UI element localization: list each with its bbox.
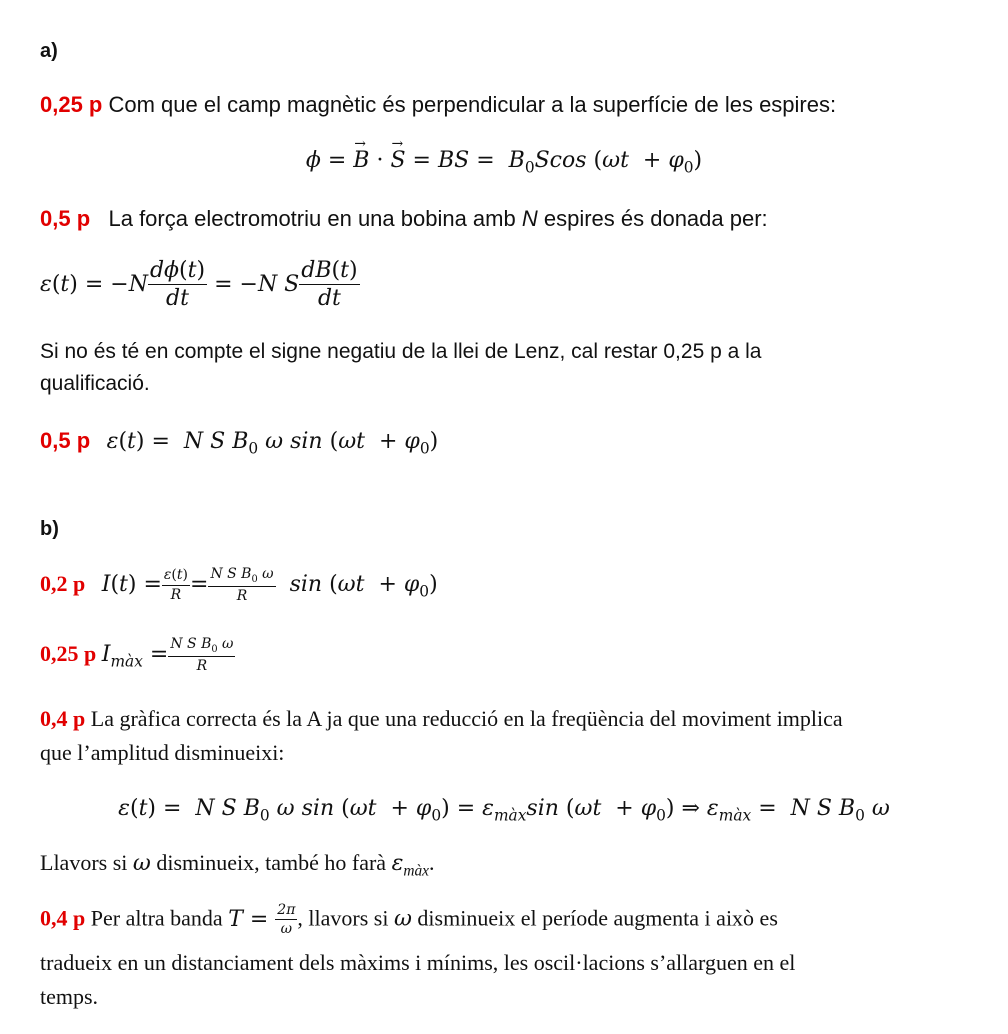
- flux-equation: ϕ = B → · S → = BS = $B_0Scos$ $(\omega t + \varphi_0)$: [305, 136, 703, 177]
- section-a-label: a): [40, 40, 58, 62]
- item-b3-text: La gràfica correcta és la A ja que una reducció en la freqüència del moviment implica: [90, 706, 843, 731]
- conclusion-omega: ω: [132, 851, 151, 876]
- points-a2: 0,5 p: [40, 206, 91, 231]
- item-b2: 0,25 p $I_{màx}$ = $\frac{N S B_0 \omega}{R}$: [40, 636, 234, 675]
- item-a2-text-before: La força electromotriu en una bobina amb: [108, 206, 522, 231]
- conclusion-sub: màx: [403, 862, 430, 880]
- item-a1: [40, 92, 836, 118]
- lenz-note-line1: Si no és té en compte el signe negatiu de la llei de Lenz, cal restar 0,25 p a la: [40, 340, 762, 363]
- item-b4-line3: temps.: [40, 984, 99, 1009]
- item-b4-line2: tradueix en un distanciament dels màxims i mínims, les oscil·lacions s’allarguen en el: [40, 950, 796, 975]
- item-a2: [40, 206, 768, 232]
- item-a1-text: Com que el camp magnètic és perpendicular a la superfície de les espires:: [108, 92, 837, 117]
- item-b3-line2: que l’amplitud disminueixi:: [40, 740, 285, 765]
- item-a3: 0,5 p ε(t) = N S $B_0$ ω $\sin (\omega t + \varphi_0)$: [40, 428, 439, 458]
- item-a2-n: N: [521, 206, 538, 231]
- points-a3: 0,5 p: [40, 428, 91, 453]
- conclusion-before: Llavors si: [40, 850, 133, 875]
- item-b4-text1: Per altra banda: [90, 905, 229, 931]
- conclusion-line: [40, 850, 435, 880]
- points-b4: 0,4 p: [40, 905, 86, 931]
- item-b4-text3: disminueix el període augmenta i això es: [411, 905, 778, 931]
- points-b3: 0,4 p: [40, 706, 86, 731]
- item-b4-line1: 0,4 p Per altra banda T = $\frac{2\pi}{\omega}$ , llavors si ω disminueix el període augmenta i això es: [40, 902, 778, 938]
- points-a1: 0,25 p: [40, 92, 103, 117]
- conclusion-middle: disminueix, també ho farà: [150, 850, 392, 875]
- conclusion-end: .: [429, 850, 435, 875]
- points-b1: 0,2 p: [40, 571, 86, 597]
- item-b3-line1: [40, 706, 843, 732]
- conclusion-eps: ε: [391, 851, 404, 876]
- emf-general-equation: ε(t) = −N $\frac{d\phi(t)}{dt}$ = −N S $\frac{dB(t)}{dt}$: [40, 258, 358, 312]
- emf-max-equation: ε(t) = N S $B_0$ ω $\sin (\omega t + \varphi_0) = \varepsilon_{màx}\sin$ $(\omega t + \varphi_0)$ ⇒ $\varepsilon_{màx} = N$ S $B_0$ ω: [118, 796, 890, 825]
- section-b-label: b): [40, 518, 59, 540]
- item-b1: 0,2 p I(t) = $\frac{\varepsilon(t)}{R}$ = $\frac{N S B_0 \omega}{R}$ $\sin (\omega t + \varphi_0)$: [40, 566, 438, 605]
- points-b2: 0,25 p: [40, 641, 97, 667]
- item-a2-text-after: espires és donada per:: [537, 206, 768, 231]
- lenz-note-line2: qualificació.: [40, 372, 150, 395]
- item-b4-text2: , llavors si: [297, 905, 394, 931]
